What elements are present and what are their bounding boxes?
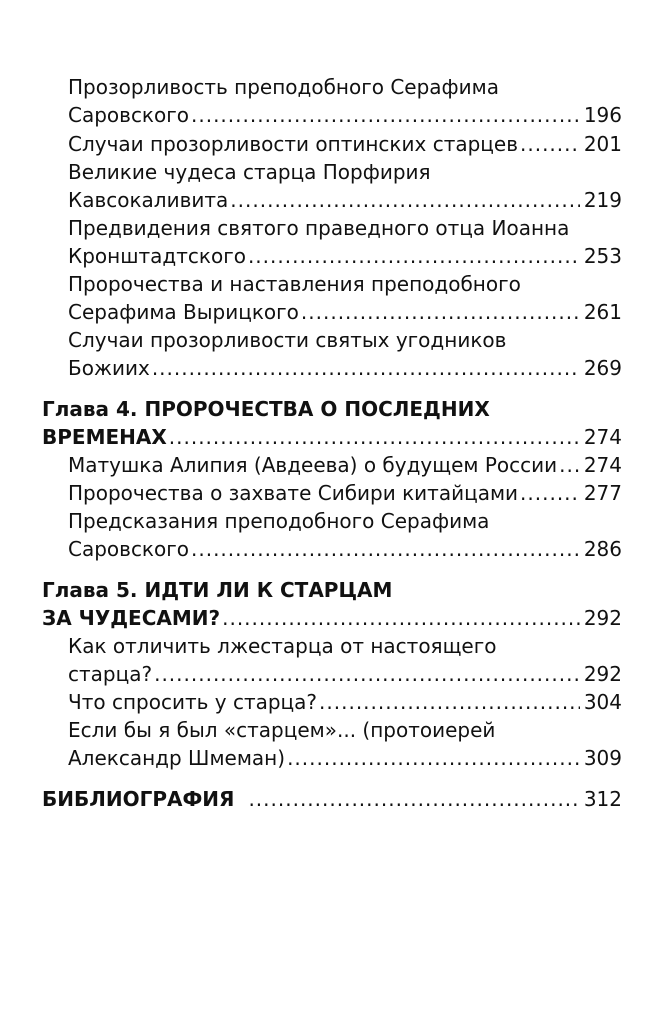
toc-page-number: 196 xyxy=(583,103,622,127)
toc-entry-line xyxy=(68,213,569,243)
toc-page-number: 201 xyxy=(583,132,622,156)
dot-leader xyxy=(301,297,580,327)
toc-entry-line xyxy=(68,269,521,299)
toc-entry-line xyxy=(68,506,489,536)
toc-chapter-title: Глава 5. ИДТИ ЛИ К СТАРЦАМ xyxy=(42,578,393,602)
toc-chapter-line xyxy=(42,603,622,633)
toc-page-number: 304 xyxy=(583,690,622,714)
dot-leader xyxy=(248,241,580,271)
toc-entry-title: Предсказания преподобного Серафима xyxy=(68,509,490,533)
toc-chapter-title: БИБЛИОГРАФИЯ xyxy=(42,787,235,811)
toc-page-number: 274 xyxy=(583,453,622,477)
dot-leader xyxy=(169,422,580,452)
toc-entry-line xyxy=(68,534,622,564)
toc-entry-line xyxy=(68,450,622,480)
toc-page-number: 277 xyxy=(583,481,622,505)
toc-entry-line xyxy=(68,478,622,508)
dot-leader xyxy=(248,784,579,814)
toc-chapter-title: ЗА ЧУДЕСАМИ? xyxy=(42,606,221,630)
dot-leader xyxy=(191,100,580,130)
toc-entry-title: Пророчества и наставления преподобного xyxy=(68,272,521,296)
toc-entry-line xyxy=(68,325,506,355)
toc-page-number: 292 xyxy=(583,662,622,686)
toc-entry-title: Что спросить у старца? xyxy=(68,690,318,714)
toc-entry-line xyxy=(68,631,496,661)
toc-entry-line xyxy=(68,743,622,773)
toc-page-number: 309 xyxy=(583,746,622,770)
toc-page-number: 312 xyxy=(583,787,622,811)
toc-entry-line xyxy=(68,157,431,187)
toc-entry-line xyxy=(68,72,499,102)
toc-entry-title: Предвидения святого праведного отца Иоанна xyxy=(68,216,570,240)
toc-page-number: 261 xyxy=(583,300,622,324)
toc-chapter-title: Глава 4. ПРОРОЧЕСТВА О ПОСЛЕДНИХ xyxy=(42,397,490,421)
toc-entry-line xyxy=(68,100,622,130)
toc-page-number: 292 xyxy=(583,606,622,630)
toc-entry-title: Кронштадтского xyxy=(68,244,246,268)
toc-entry-title: Саровского xyxy=(68,103,189,127)
toc-entry-title: Случаи прозорливости святых угодников xyxy=(68,328,507,352)
dot-leader xyxy=(152,353,580,383)
toc-entry-line xyxy=(68,659,622,689)
toc-page-number: 253 xyxy=(583,244,622,268)
toc-entry-title: старца? xyxy=(68,662,153,686)
dot-leader xyxy=(520,129,580,159)
toc-entry-title: Прозорливость преподобного Серафима xyxy=(68,75,499,99)
toc-entry-line xyxy=(68,715,495,745)
dot-leader xyxy=(154,659,580,689)
toc-entry-line xyxy=(68,353,622,383)
toc-chapter-line xyxy=(42,394,490,424)
toc-entry-line xyxy=(68,687,622,717)
dot-leader xyxy=(230,185,580,215)
toc-entry-title: Пророчества о захвате Сибири китайцами xyxy=(68,481,519,505)
toc-entry-title: Серафима Вырицкого xyxy=(68,300,299,324)
toc-entry-title: Божиих xyxy=(68,356,150,380)
dot-leader xyxy=(287,743,580,773)
toc-chapter-line xyxy=(42,575,392,605)
toc-chapter-line xyxy=(42,422,622,452)
toc-page-number: 269 xyxy=(583,356,622,380)
dot-leader xyxy=(520,478,580,508)
toc-entry-line xyxy=(68,297,622,327)
toc-chapter-title: ВРЕМЕНАХ xyxy=(42,425,167,449)
dot-leader xyxy=(222,603,580,633)
toc-entry-title: Александр Шмеман) xyxy=(68,746,286,770)
toc-page-number: 219 xyxy=(583,188,622,212)
toc-bibliography-line xyxy=(42,784,622,814)
dot-leader xyxy=(319,687,580,717)
toc-entry-line xyxy=(68,129,622,159)
toc-entry-title: Как отличить лжестарца от настоящего xyxy=(68,634,497,658)
toc-entry-title: Великие чудеса старца Порфирия xyxy=(68,160,431,184)
toc-entry-line xyxy=(68,241,622,271)
toc-entry-title: Саровского xyxy=(68,537,189,561)
toc-entry-title: Если бы я был «старцем»... (протоиерей xyxy=(68,718,496,742)
toc-entry-title: Матушка Алипия (Авдеева) о будущем России xyxy=(68,453,558,477)
toc-entry-title: Кавсокаливита xyxy=(68,188,229,212)
dot-leader xyxy=(191,534,580,564)
toc-entry-line xyxy=(68,185,622,215)
dot-leader xyxy=(559,450,580,480)
toc-entry-title: Случаи прозорливости оптинских старцев xyxy=(68,132,518,156)
toc-page-number: 274 xyxy=(583,425,622,449)
toc-page-number: 286 xyxy=(583,537,622,561)
